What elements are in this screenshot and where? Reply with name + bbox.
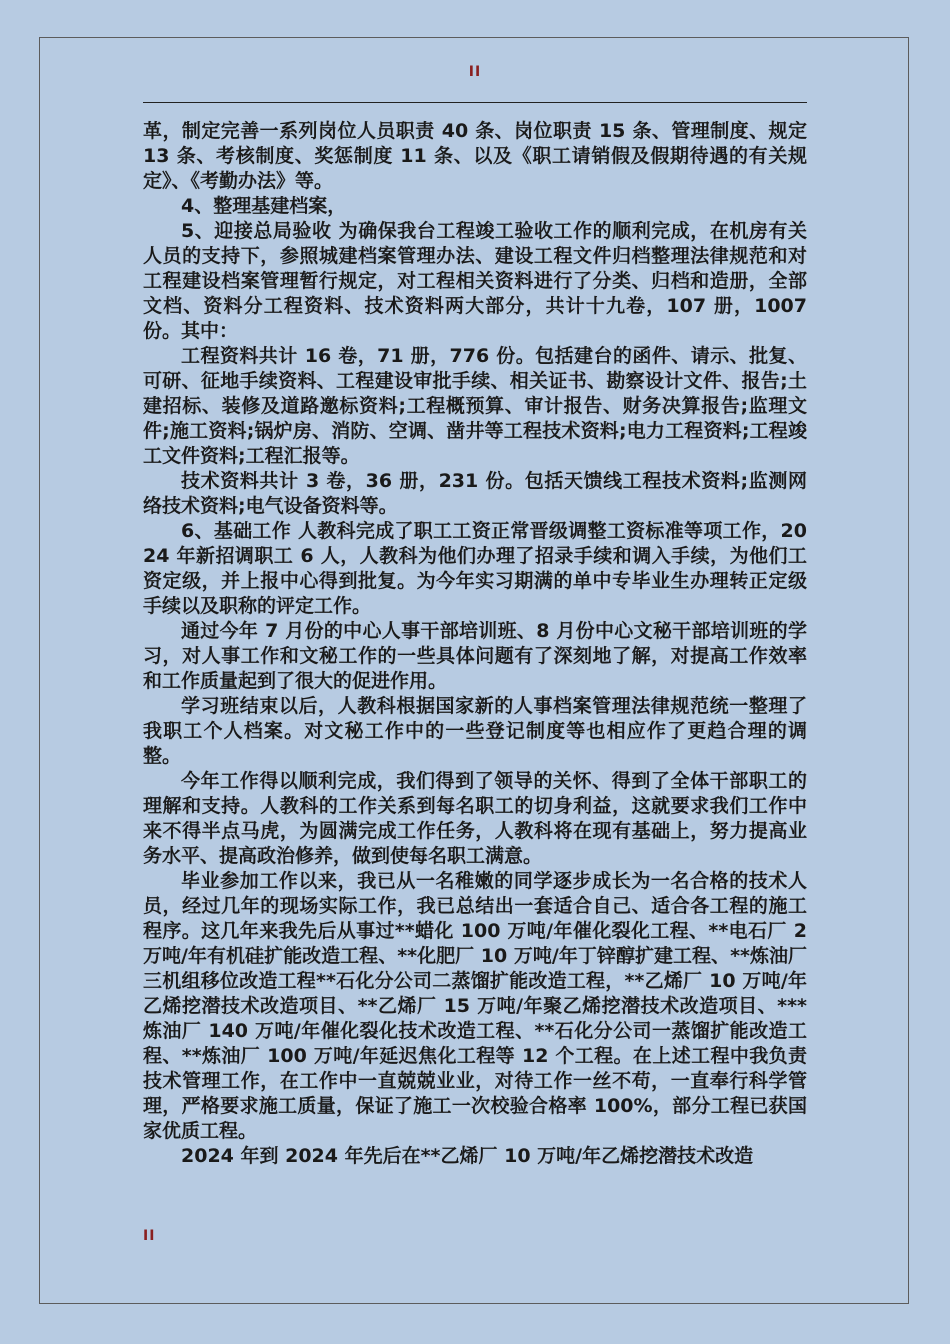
- paragraph: 5、迎接总局验收 为确保我台工程竣工验收工作的顺利完成，在机房有关人员的支持下，参照城建档案管理办法、建设工程文件归档整理法律规范和对工程建设档案管理暂行规定，对工程相关资料进行了分类、归档和造册，全部文档、资料分工程资料、技术资料两大部分，共计十九卷，107 册，1007 份。其中：: [143, 220, 807, 342]
- footer-mark: II: [143, 1228, 156, 1244]
- paragraph: 工程资料共计 16 卷，71 册，776 份。包括建台的函件、请示、批复、可研、征地手续资料、工程建设审批手续、相关证书、勘察设计文件、报告;土建招标、装修及道路邀标资料;工程概预算、审计报告、财务决算报告;监理文件;施工资料;锅炉房、消防、空调、凿井等工程技术资料;电力工程资料;工程竣工文件资料;工程汇报等。: [143, 345, 807, 467]
- paragraph: 6、基础工作 人教科完成了职工工资正常晋级调整工资标准等项工作，2024 年新招调职工 6 人，人教科为他们办理了招录手续和调入手续，为他们工资定级，并上报中心得到批复。为今年实习期满的单中专毕业生办理转正定级手续以及职称的评定工作。: [143, 520, 807, 617]
- paragraph: 今年工作得以顺利完成，我们得到了领导的关怀、得到了全体干部职工的理解和支持。人教科的工作关系到每名职工的切身利益，这就要求我们工作中来不得半点马虎，为圆满完成工作任务，人教科将在现有基础上，努力提高业务水平、提高政治修养，做到使每名职工满意。: [143, 770, 807, 867]
- paragraph: 学习班结束以后，人教科根据国家新的人事档案管理法律规范统一整理了我职工个人档案。对文秘工作中的一些登记制度等也相应作了更趋合理的调整。: [143, 695, 807, 767]
- document-body: [143, 119, 807, 1169]
- paragraph: 革，制定完善一系列岗位人员职责 40 条、岗位职责 15 条、管理制度、规定 13 条、考核制度、奖惩制度 11 条、以及《职工请销假及假期待遇的有关规定》、《考勤办法》等。: [143, 120, 807, 192]
- header-divider: [143, 102, 807, 103]
- paragraph: 2024 年到 2024 年先后在**乙烯厂 10 万吨/年乙烯挖潜技术改造: [181, 1145, 754, 1167]
- paragraph: 毕业参加工作以来，我已从一名稚嫩的同学逐步成长为一名合格的技术人员，经过几年的现场实际工作，我已总结出一套适合自己、适合各工程的施工程序。这几年来我先后从事过**蜡化 100 万吨/年催化裂化工程、**电石厂 2 万吨/年有机硅扩能改造工程、**化肥厂 10 万吨/年丁锌醇扩建工程、**炼油厂三机组移位改造工程**石化分公司二蒸馏扩能改造工程，**乙烯厂 10 万吨/年乙烯挖潜技术改造项目、**乙烯厂 15 万吨/年聚乙烯挖潜技术改造项目、***炼油厂 140 万吨/年催化裂化技术改造工程、**石化分公司一蒸馏扩能改造工程、**炼油厂 100 万吨/年延迟焦化工程等 12 个工程。在上述工程中我负责技术管理工作，在工作中一直兢兢业业，对待工作一丝不苟，一直奉行科学管理，严格要求施工质量，保证了施工一次校验合格率 100%，部分工程已获国家优质工程。: [143, 870, 807, 1142]
- paragraph: 4、整理基建档案，: [181, 195, 347, 217]
- header-mark: II: [468, 64, 482, 80]
- paragraph: 技术资料共计 3 卷，36 册，231 份。包括天馈线工程技术资料;监测网络技术资料;电气设备资料等。: [143, 470, 807, 517]
- paragraph: 通过今年 7 月份的中心人事干部培训班、8 月份中心文秘干部培训班的学习，对人事工作和文秘工作的一些具体问题有了深刻地了解，对提高工作效率和工作质量起到了很大的促进作用。: [143, 620, 807, 692]
